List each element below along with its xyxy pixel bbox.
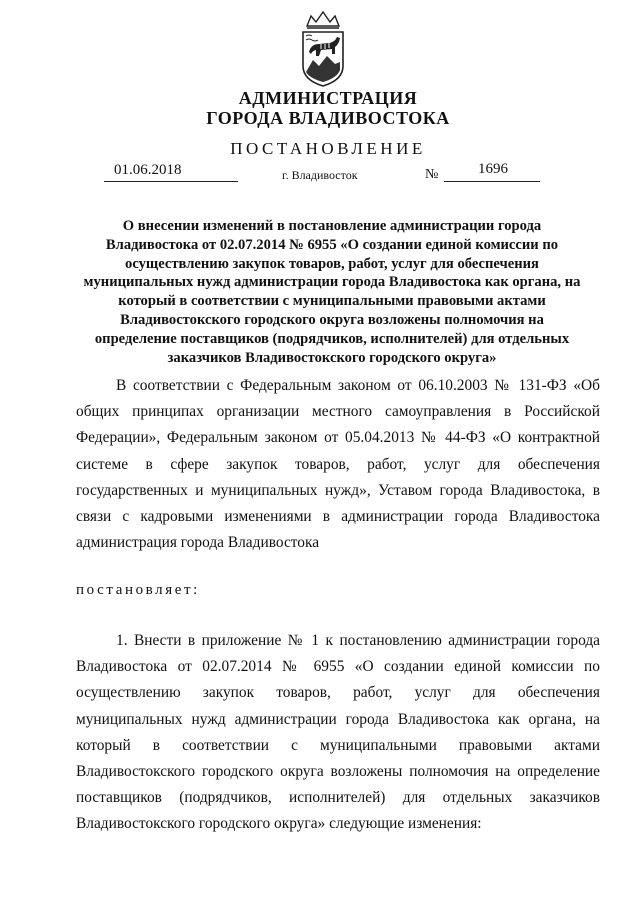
document-title: О внесении изменений в постановление администрации города Владивостока от 02.07.2014 № 6955 «О создании единой комиссии по осуществлению закупок товаров, работ, услуг для обеспечения муниципальных нужд администрации города Владивостока как органа, на который в соответствии с муниципальными правовыми актами Владивостокского городского округа возложены полномочия на определение поставщиков (подрядчиков, исполнителей) для отдельных заказчиков Владивостокского городского округа» xyxy=(83,218,581,366)
document-type: ПОСТАНОВЛЕНИЕ xyxy=(230,139,426,158)
document-city: г. Владивосток xyxy=(282,168,358,182)
decree-word: постановляет: xyxy=(76,582,200,598)
document-date: 01.06.2018 xyxy=(114,162,182,178)
document-number: 1696 xyxy=(478,161,508,177)
number-underline xyxy=(444,181,540,182)
date-underline xyxy=(104,181,238,182)
item-1-paragraph: 1. Внести в приложение № 1 к постановлению администрации города Владивостока от 02.07.2014 № 6955 «О создании единой комиссии по осуществлению закупок товаров, работ, услуг для обеспечения муниципальных нужд администрации города Владивостока как органа, на который в соответствии с муниципальными правовыми актами Владивостокского городского округа возложены полномочия на определение поставщиков (подрядчиков, исполнителей) для отдельных заказчиков Владивостокского городского округа» следующие изменения: xyxy=(76,632,600,833)
organization-name-line1: АДМИНИСТРАЦИЯ xyxy=(238,88,418,108)
coat-of-arms-emblem xyxy=(297,10,349,88)
organization-name-line2: ГОРОДА ВЛАДИВОСТОКА xyxy=(206,108,450,128)
number-sign: № xyxy=(425,167,439,182)
preamble-paragraph: В соответствии с Федеральным законом от 06.10.2003 № 131-ФЗ «Об общих принципах организации местного самоуправления в Российской Федерации», Федеральным законом от 05.04.2013 № 44-ФЗ «О контрактной системе в сфере закупок товаров, работ, услуг для обеспечения государственных и муниципальных нужд», Уставом города Владивостока, в связи с кадровыми изменениями в администрации города Владивостока администрация города Владивостока xyxy=(76,377,600,552)
